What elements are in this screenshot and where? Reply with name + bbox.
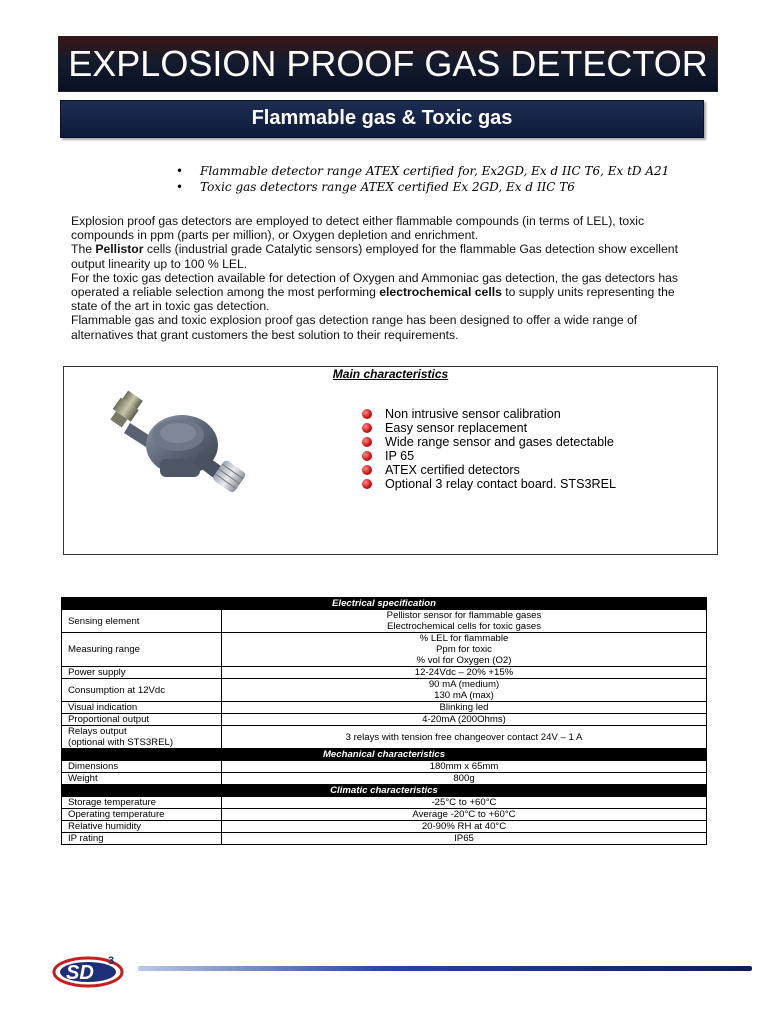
spec-value: % LEL for flammable Ppm for toxic % vol for Oxygen (O2) [222, 633, 707, 667]
characteristic-item: IP 65 [360, 449, 616, 463]
red-bullet-icon [362, 423, 372, 433]
spec-value: Blinking led [222, 702, 707, 714]
spec-label: Dimensions [62, 761, 222, 773]
spec-value: 12-24Vdc – 20% +15% [222, 667, 707, 679]
characteristic-item: ATEX certified detectors [360, 463, 616, 477]
certification-text: Toxic gas detectors range ATEX certified Ex 2GD, Ex d IIC T6 [200, 180, 575, 194]
table-row [62, 833, 707, 845]
title-banner [58, 36, 718, 92]
table-row [62, 667, 707, 679]
spec-label: IP rating [62, 833, 222, 845]
spec-value: 180mm x 65mm [222, 761, 707, 773]
red-bullet-icon [362, 465, 372, 475]
spec-value: 800g [222, 773, 707, 785]
spec-label: Proportional output [62, 714, 222, 726]
intro-text [71, 214, 701, 342]
certification-item [176, 163, 669, 179]
table-row [62, 809, 707, 821]
spec-value: 4-20mA (200Ohms) [222, 714, 707, 726]
sd3-logo [52, 948, 130, 990]
certification-list [176, 163, 669, 195]
spec-label: Measuring range [62, 633, 222, 667]
table-row [62, 633, 707, 667]
section-title: Electrical specification [62, 598, 707, 610]
characteristic-item: Easy sensor replacement [360, 421, 616, 435]
spec-label: Relative humidity [62, 821, 222, 833]
intro-paragraph: The Pellistor cells (industrial grade Catalytic sensors) employed for the flammable Gas detection show excellent output linearity up to 100 % LEL. [71, 242, 678, 271]
bullet-icon: • [176, 164, 184, 178]
spec-value: IP65 [222, 833, 707, 845]
spec-label: Visual indication [62, 702, 222, 714]
table-row [62, 726, 707, 749]
intro-paragraph: Explosion proof gas detectors are employed to detect either flammable compounds (in terms of LEL), toxic compounds in ppm (parts per million), or Oxygen depletion and enrichment. [71, 214, 645, 243]
characteristic-item: Non intrusive sensor calibration [360, 407, 616, 421]
spec-label: Power supply [62, 667, 222, 679]
table-row [62, 679, 707, 702]
red-bullet-icon [362, 437, 372, 447]
section-title: Climatic characteristics [62, 785, 707, 797]
spec-value: 3 relays with tension free changeover contact 24V – 1 A [222, 726, 707, 749]
table-section-header [62, 785, 707, 797]
spec-label: Consumption at 12Vdc [62, 679, 222, 702]
bullet-icon: • [176, 180, 184, 194]
certification-text: Flammable detector range ATEX certified for, Ex2GD, Ex d IIC T6, Ex tD A21 [200, 164, 670, 178]
gas-detector-image [100, 389, 260, 499]
spec-label: Relays output (optional with STS3REL) [62, 726, 222, 749]
table-row [62, 702, 707, 714]
red-bullet-icon [362, 451, 372, 461]
logo-text: SD [66, 962, 94, 984]
intro-paragraph: For the toxic gas detection available for detection of Oxygen and Ammoniac gas detection, the gas detectors has operated a reliable selection among the most performing electrochemical cells to supply units representing the state of the art in toxic gas detection. [71, 270, 679, 314]
certification-item [176, 179, 669, 195]
red-bullet-icon [362, 409, 372, 419]
spec-value: 20-90% RH at 40°C [222, 821, 707, 833]
spec-label: Weight [62, 773, 222, 785]
section-title: Mechanical characteristics [62, 749, 707, 761]
spec-value: Pellistor sensor for flammable gases Electrochemical cells for toxic gases [222, 610, 707, 633]
subtitle-banner [60, 100, 704, 138]
spec-label: Storage temperature [62, 797, 222, 809]
logo-superscript: 3 [108, 955, 115, 967]
page-subtitle: Flammable gas & Toxic gas [251, 107, 513, 129]
table-row [62, 714, 707, 726]
table-row [62, 821, 707, 833]
table-section-header [62, 598, 707, 610]
table-row [62, 610, 707, 633]
intro-paragraph: Flammable gas and toxic explosion proof gas detection range has been designed to offer a wide range of alternatives that grant customers the best solution to their requirements. [71, 313, 638, 342]
spec-label: Sensing element [62, 610, 222, 633]
characteristic-item: Optional 3 relay contact board. STS3REL [360, 477, 616, 491]
page-title: EXPLOSION PROOF GAS DETECTOR [68, 43, 708, 84]
table-row [62, 761, 707, 773]
main-characteristics-list [360, 407, 616, 491]
spec-label: Operating temperature [62, 809, 222, 821]
table-row [62, 797, 707, 809]
specification-table [61, 597, 707, 845]
spec-value: -25°C to +60°C [222, 797, 707, 809]
footer-divider [138, 966, 752, 971]
table-section-header [62, 749, 707, 761]
red-bullet-icon [362, 479, 372, 489]
spec-value: 90 mA (medium) 130 mA (max) [222, 679, 707, 702]
main-characteristics-title: Main characteristics [332, 367, 449, 381]
table-row [62, 773, 707, 785]
main-characteristics-box [63, 366, 718, 555]
spec-value: Average -20°C to +60°C [222, 809, 707, 821]
characteristic-item: Wide range sensor and gases detectable [360, 435, 616, 449]
